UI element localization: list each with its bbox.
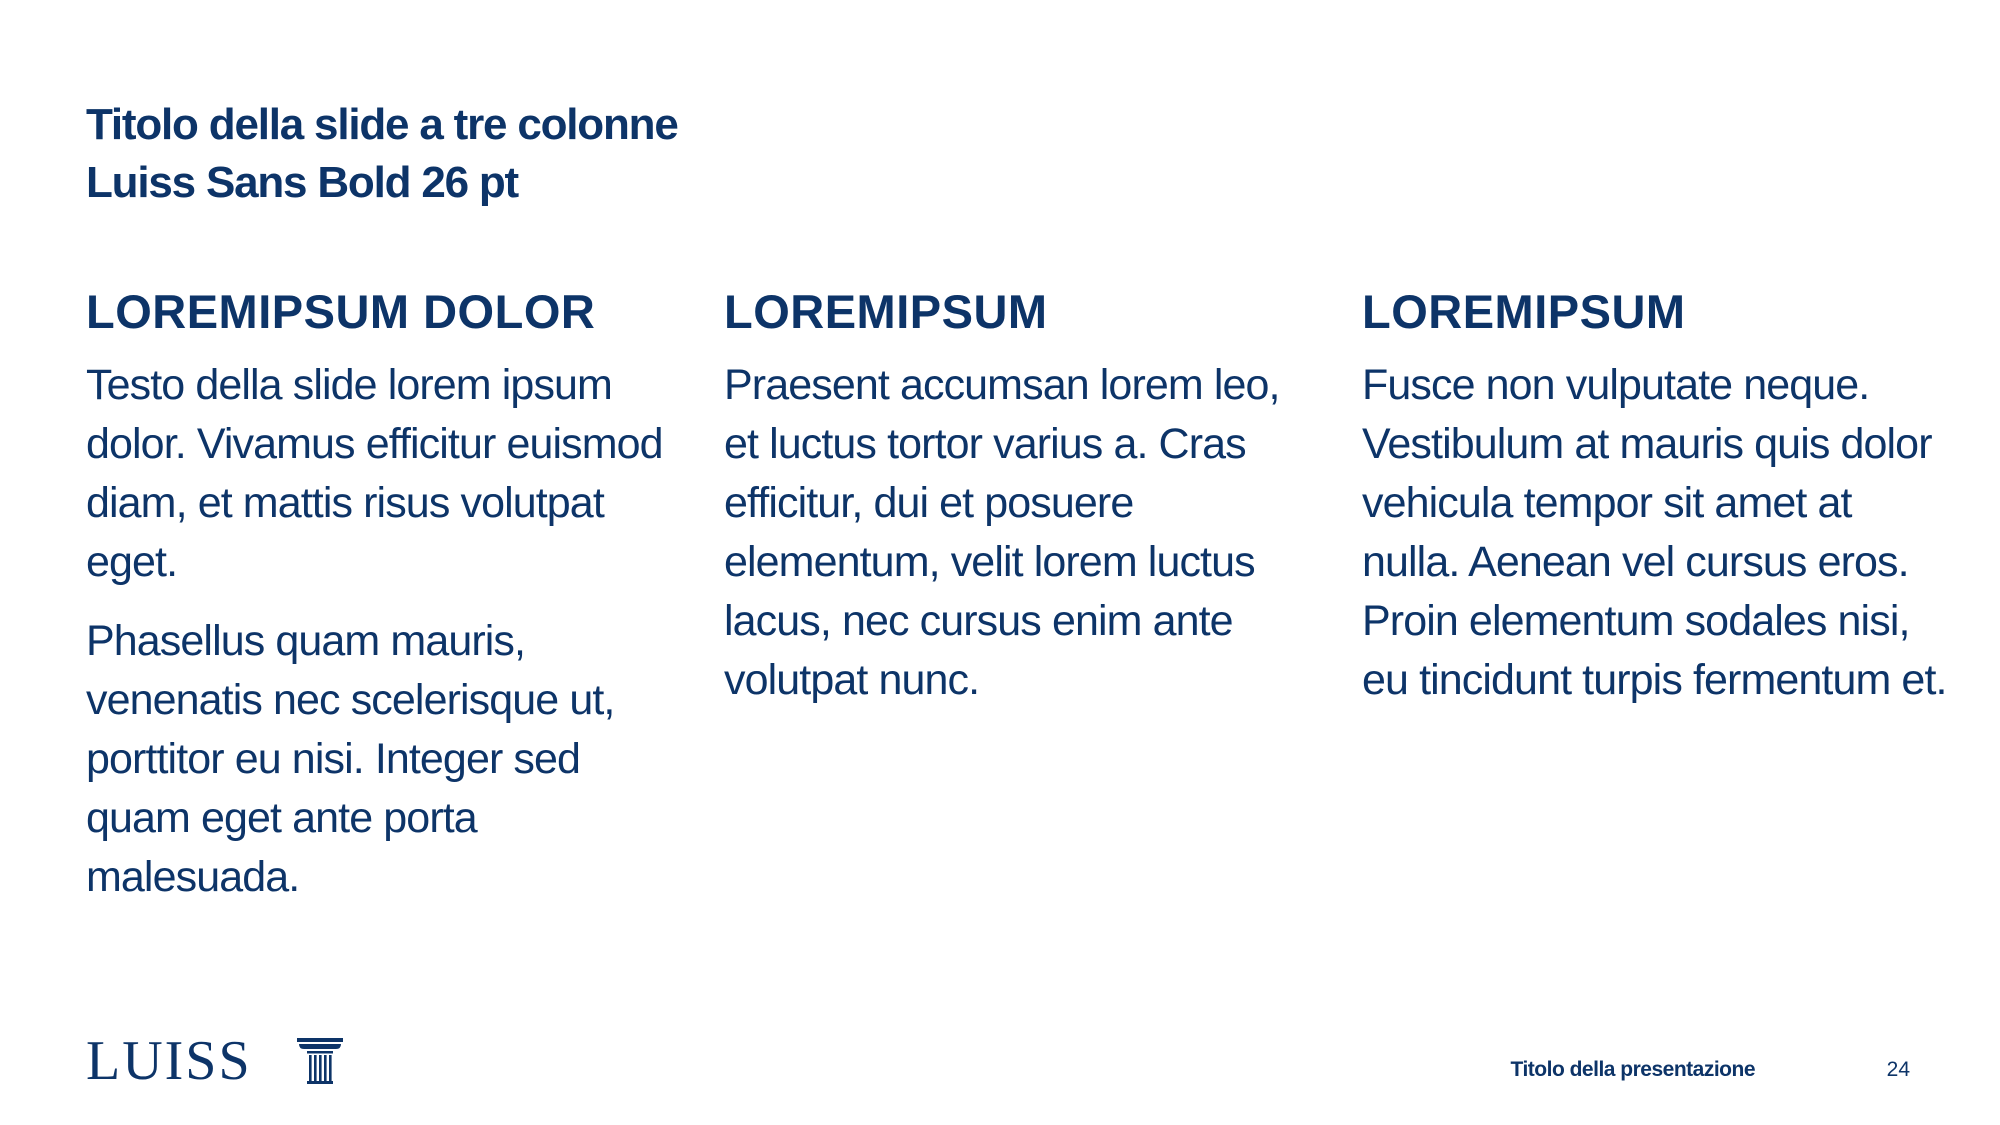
column-3-paragraph-1: Fusce non vulputate neque. Vestibulum at mauris quis dolor vehicula tempor sit amet at nulla. Aenean vel cursus eros. Proin elementum sodales nisi, eu tincidunt turpis fermentum et. — [1362, 361, 1947, 704]
slide-title-line-1: Titolo della slide a tre colonne — [86, 100, 678, 149]
logo-wordmark: LUISS — [86, 1030, 252, 1092]
page-number: 24 — [1886, 1058, 1910, 1081]
column-3-heading: LOREMIPSUM — [1362, 285, 1686, 338]
column-icon — [296, 1037, 344, 1085]
presentation-title: Titolo della presentazione — [1510, 1058, 1755, 1081]
column-2-paragraph-1: Praesent accumsan lorem leo, et luctus tortor varius a. Cras efficitur, dui et posuere elementum, velit lorem luctus lacus, nec cursus enim ante volutpat nunc. — [724, 361, 1280, 704]
slide-title — [86, 96, 678, 212]
column-1-heading: LOREMIPSUM DOLOR — [86, 285, 596, 338]
column-1 — [86, 282, 676, 927]
column-2-heading: LOREMIPSUM — [724, 285, 1048, 338]
column-1-paragraph-2: Phasellus quam mauris, venenatis nec scelerisque ut, porttitor eu nisi. Integer sed quam eget ante porta malesuada. — [86, 617, 615, 901]
column-3 — [1362, 282, 1952, 730]
luiss-logo — [86, 1030, 344, 1092]
column-2 — [724, 282, 1314, 730]
column-1-paragraph-1: Testo della slide lorem ipsum dolor. Vivamus efficitur euismod diam, et mattis risus volutpat eget. — [86, 361, 663, 586]
slide-title-line-2: Luiss Sans Bold 26 pt — [86, 158, 519, 207]
